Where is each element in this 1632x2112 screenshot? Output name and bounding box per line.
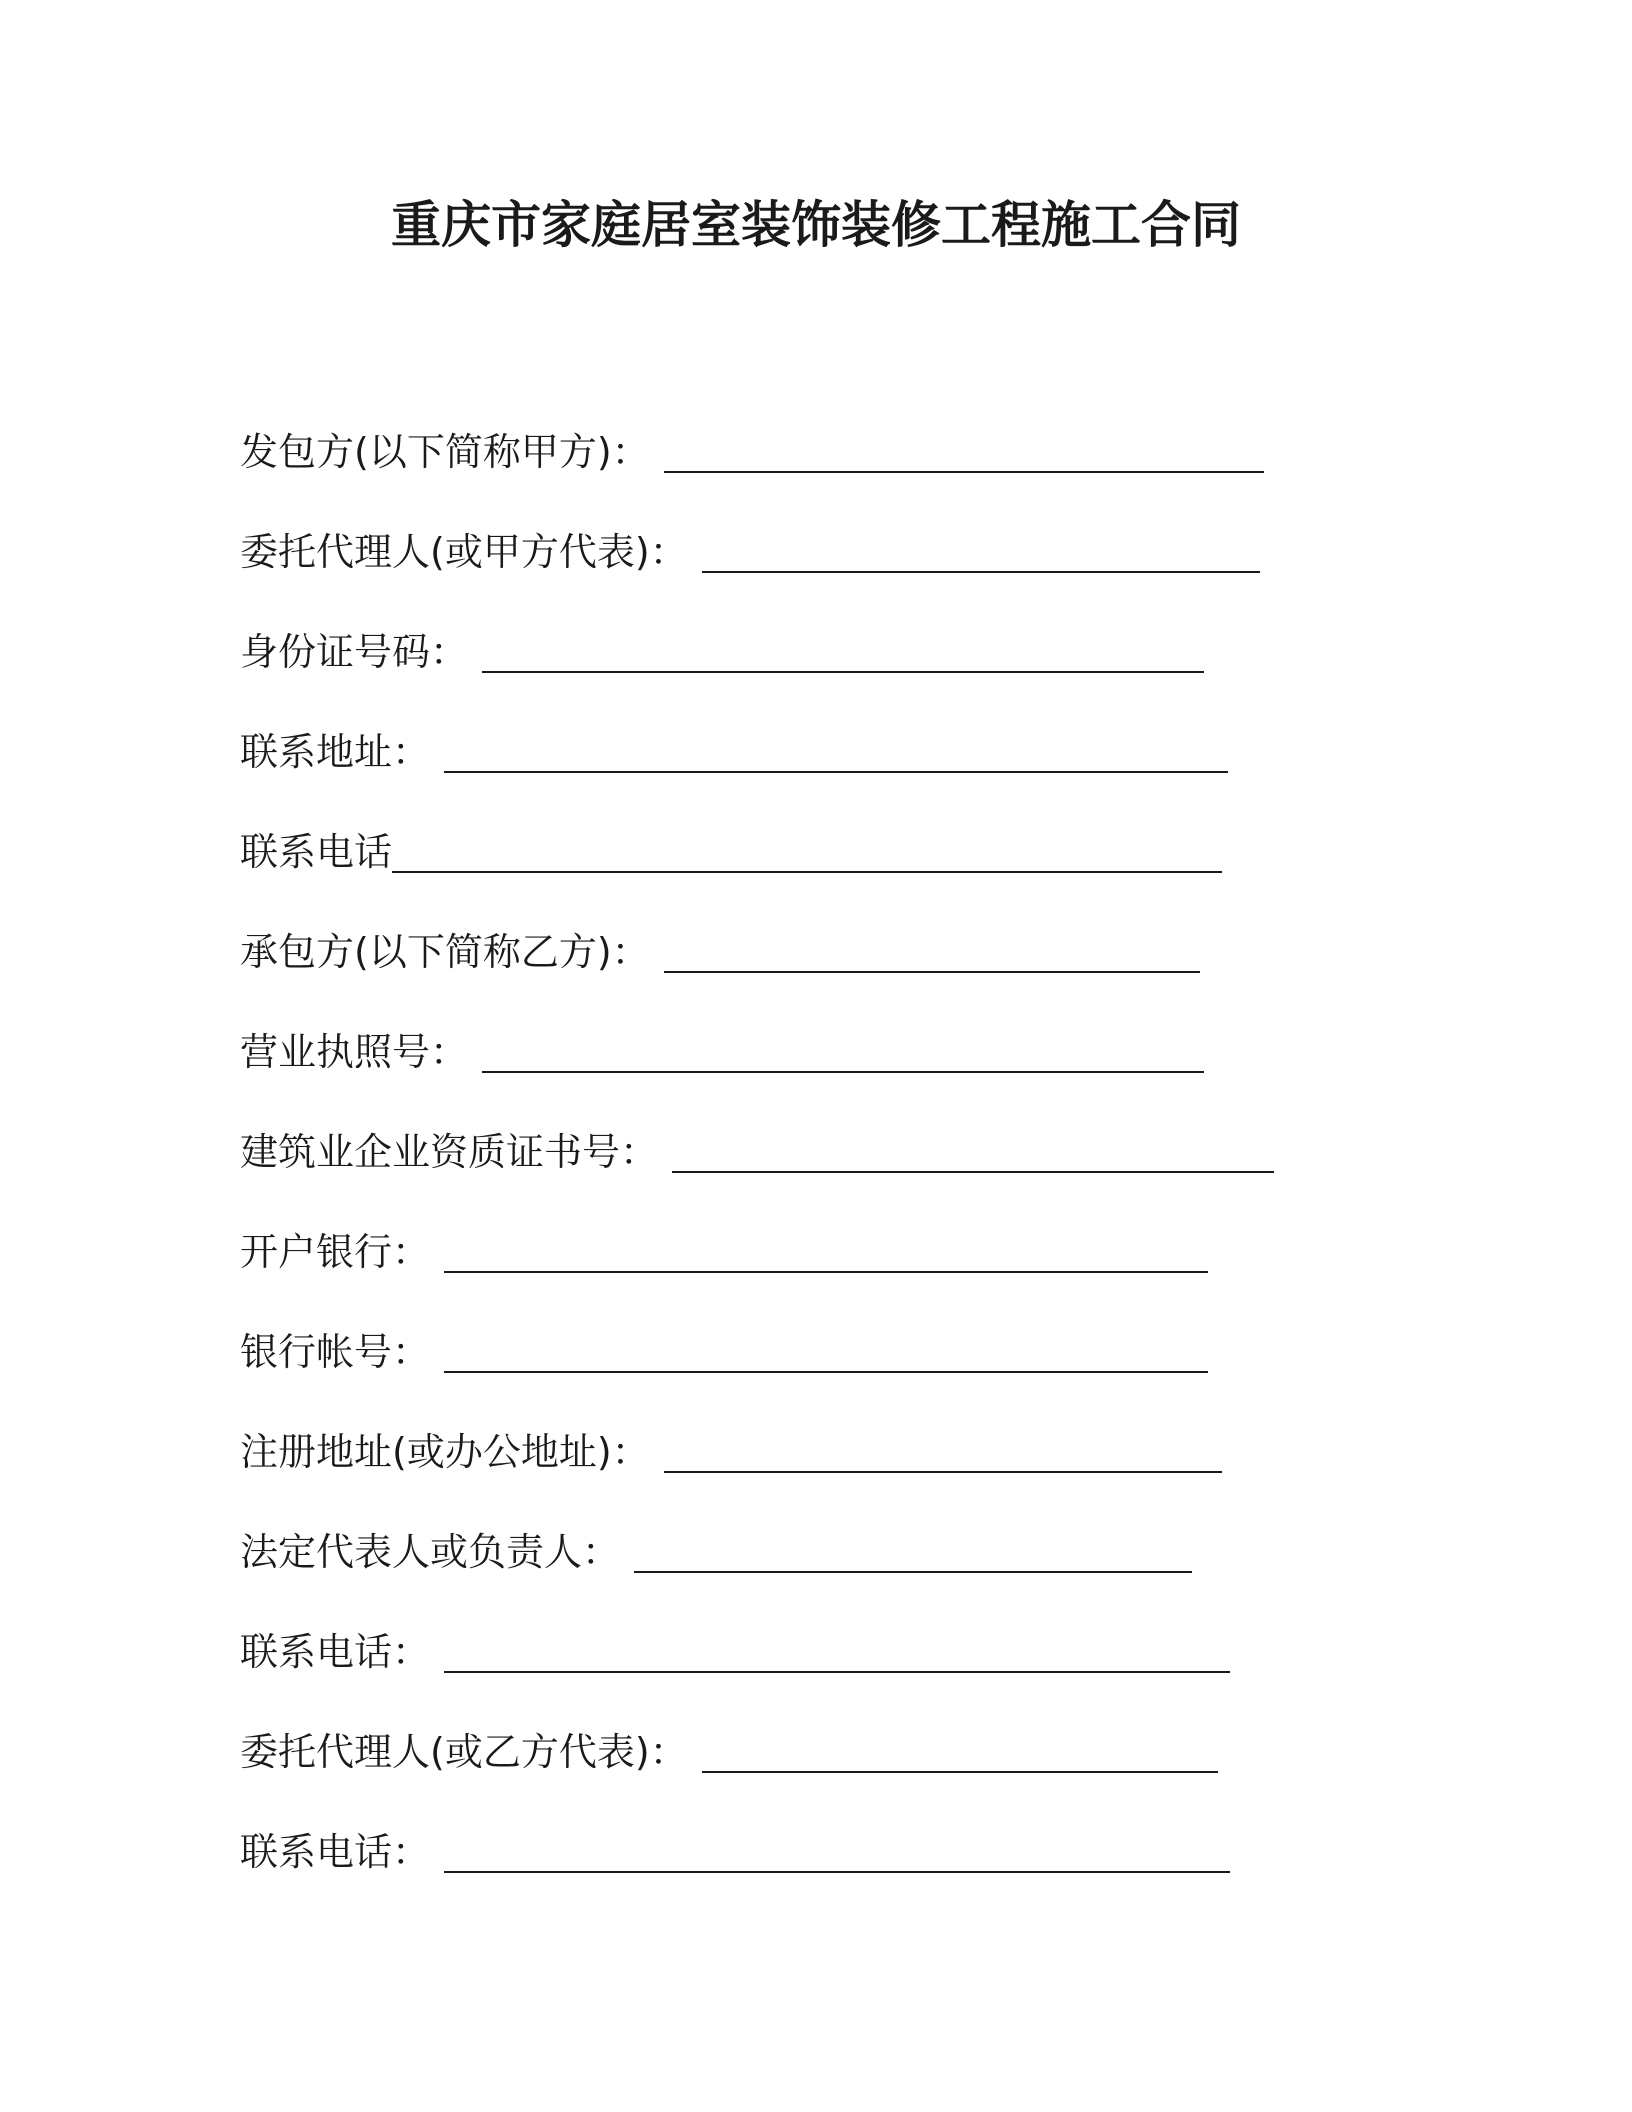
field-label: 开户银行： <box>240 1229 431 1274</box>
field-label: 委托代理人(或乙方代表)： <box>240 1729 688 1774</box>
contact-phone-b-input-line[interactable] <box>444 1631 1230 1673</box>
field-contact-phone-a <box>240 820 1222 876</box>
field-label: 发包方(以下简称甲方)： <box>240 429 650 474</box>
field-label: 建筑业企业资质证书号： <box>240 1129 659 1174</box>
bank-input-line[interactable] <box>444 1231 1208 1273</box>
field-bank-account <box>240 1320 1208 1376</box>
legal-rep-input-line[interactable] <box>634 1531 1192 1573</box>
field-label: 联系电话： <box>240 1629 431 1674</box>
contact-phone-a-input-line[interactable] <box>392 831 1222 873</box>
field-label: 注册地址(或办公地址)： <box>240 1429 650 1474</box>
field-legal-rep <box>240 1520 1192 1576</box>
field-label: 联系地址： <box>240 729 431 774</box>
field-party-b-agent <box>240 1720 1218 1776</box>
party-b-input-line[interactable] <box>664 931 1200 973</box>
registered-address-input-line[interactable] <box>664 1431 1222 1473</box>
field-qualification-cert <box>240 1120 1274 1176</box>
field-party-a-agent <box>240 520 1260 576</box>
qualification-cert-input-line[interactable] <box>672 1131 1274 1173</box>
field-label: 联系电话 <box>240 829 393 874</box>
field-registered-address <box>240 1420 1222 1476</box>
field-label: 营业执照号： <box>240 1029 469 1074</box>
field-contact-address <box>240 720 1228 776</box>
contact-address-input-line[interactable] <box>444 731 1228 773</box>
field-label: 身份证号码： <box>240 629 469 674</box>
id-number-input-line[interactable] <box>482 631 1204 673</box>
party-b-agent-input-line[interactable] <box>702 1731 1218 1773</box>
bank-account-input-line[interactable] <box>444 1331 1208 1373</box>
business-license-input-line[interactable] <box>482 1031 1204 1073</box>
party-a-agent-input-line[interactable] <box>702 531 1260 573</box>
field-bank <box>240 1220 1208 1276</box>
field-label: 承包方(以下简称乙方)： <box>240 929 650 974</box>
field-contact-phone-b <box>240 1620 1230 1676</box>
party-a-input-line[interactable] <box>664 431 1264 473</box>
field-label: 委托代理人(或甲方代表)： <box>240 529 688 574</box>
field-party-b <box>240 920 1200 976</box>
field-party-a <box>240 420 1264 476</box>
field-label: 联系电话： <box>240 1829 431 1874</box>
page-title: 重庆市家庭居室装饰装修工程施工合同 <box>391 196 1241 254</box>
contact-phone-b-agent-input-line[interactable] <box>444 1831 1230 1873</box>
field-id-number <box>240 620 1204 676</box>
field-label: 法定代表人或负责人： <box>240 1529 621 1574</box>
field-business-license <box>240 1020 1204 1076</box>
field-contact-phone-b-agent <box>240 1820 1230 1876</box>
field-label: 银行帐号： <box>240 1329 431 1374</box>
